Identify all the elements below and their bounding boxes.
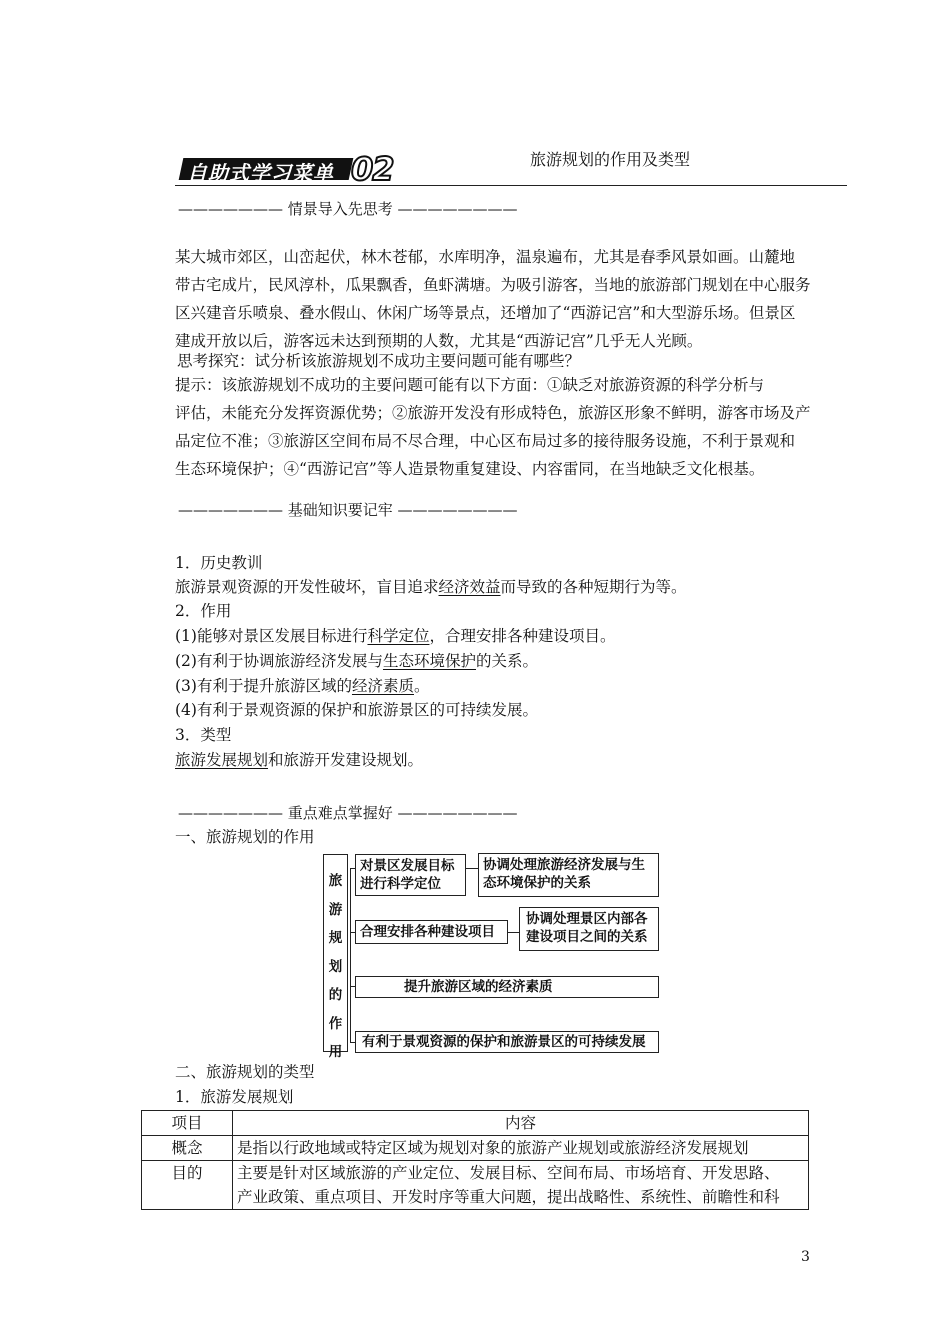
basics-heading-1: 1．历史教训: [175, 554, 263, 572]
hint-line-4: 生态环境保护；④“西游记宫”等人造景物重复建设、内容雷同，在当地缺乏文化根基。: [175, 460, 765, 478]
role-item-3: [175, 674, 430, 698]
diagram-box-b1: [355, 854, 466, 896]
blank-answer: 经济素质: [351, 677, 414, 695]
root-char: 作: [328, 1015, 343, 1032]
section-heading-basics: ——————— 基础知识要记牢 ————————: [178, 501, 518, 519]
scenario-line-1: 某大城市郊区，山峦起伏，林木苍郁，水库明净，温泉遍布，尤其是春季风景如画。山麓地: [175, 248, 796, 266]
diagram-box-b2: 合理安排各种建设项目: [355, 920, 508, 944]
chapter-badge: [175, 150, 395, 186]
key-heading-1: 一、旅游规划的作用: [175, 828, 315, 846]
text-run: (1)能够对景区发展目标进行: [175, 627, 368, 645]
basics-heading-3: 3．类型: [175, 726, 232, 744]
text-run: 的关系。: [475, 652, 538, 670]
diagram-box-b2-result: [519, 907, 659, 951]
diagram-root-box: [323, 854, 348, 1060]
hint-line-3: 品定位不准；③旅游区空间布局不尽合理，中心区布局过多的接待服务设施，不利于景观和: [175, 432, 796, 450]
root-char: 用: [328, 1044, 343, 1060]
root-char: 旅: [328, 873, 343, 889]
root-char: 游: [328, 901, 343, 918]
box-text: 态环境保护的关系: [483, 875, 591, 891]
box-text: 对景区发展目标: [360, 858, 455, 874]
scenario-line-4: 建成开放以后，游客远未达到预期的人数，尤其是“西游记宫”几乎无人光顾。: [175, 332, 703, 350]
diagram-connector: [466, 868, 478, 869]
header-rule: [175, 185, 847, 186]
text-run: (3)有利于提升旅游区域的: [175, 677, 352, 695]
box-text: 协调处理景区内部各: [526, 911, 648, 927]
text-run: 和旅游开发建设规划。: [268, 751, 424, 769]
badge-title: 自助式学习菜单: [187, 161, 334, 185]
blank-answer: 经济效益: [438, 578, 501, 596]
page-number: 3: [801, 1249, 810, 1265]
basics-heading-2: 2．作用: [175, 602, 232, 620]
text-run: ，合理安排各种建设项目。: [429, 627, 616, 645]
root-char: 划: [328, 958, 343, 975]
page-topic: 旅游规划的作用及类型: [530, 150, 691, 169]
table-row: [142, 1161, 809, 1210]
role-item-1: [175, 624, 616, 648]
text-run: 而导致的各种短期行为等。: [500, 578, 687, 596]
scenario-line-3: 区兴建音乐喷泉、叠水假山、休闲广场等景点，还增加了“西游记宫”和大型游乐场。但景区: [175, 304, 796, 322]
box-text: 进行科学定位: [360, 876, 441, 892]
diagram-trunk: [350, 868, 351, 1042]
blank-answer: 生态环境保护: [382, 652, 476, 670]
table-cell: 概念: [142, 1136, 233, 1161]
hint-line-1: 提示：该旅游规划不成功的主要问题可能有以下方面：①缺乏对旅游资源的科学分析与: [175, 376, 765, 394]
blank-answer: 科学定位: [367, 627, 430, 645]
diagram-box-b1-result: [478, 853, 659, 897]
scenario-line-2: 带古宅成片，民风淳朴，瓜果飘香，鱼虾满塘。为吸引游客，当地的旅游部门规划在中心服务: [175, 276, 811, 294]
scenario-paragraph: [175, 243, 815, 355]
hint-line-2: 评估，未能充分发挥资源优势；②旅游开发没有形成特色，旅游区形象不鲜明，游客市场及产: [175, 404, 811, 422]
role-diagram: [320, 850, 665, 1060]
table-header-row: [142, 1111, 809, 1136]
diagram-box-b4: 有利于景观资源的保护和旅游景区的可持续发展: [355, 1031, 659, 1053]
types-line: [175, 748, 423, 772]
role-item-4: (4)有利于景观资源的保护和旅游景区的可持续发展。: [175, 701, 538, 719]
key-heading-2: 二、旅游规划的类型: [175, 1063, 315, 1081]
table-row: [142, 1136, 809, 1161]
key-heading-3: 1．旅游发展规划: [175, 1088, 294, 1106]
diagram-connector: [508, 932, 519, 933]
hint-paragraph: [175, 371, 815, 483]
diagram-box-b3: 提升旅游区域的经济素质: [355, 976, 659, 998]
table-cell: [233, 1161, 809, 1210]
section-heading-key: ——————— 重点难点掌握好 ————————: [178, 804, 518, 822]
blank-answer: 旅游发展规划: [175, 751, 269, 769]
text-run: 旅游景观资源的开发性破坏，盲目追求: [175, 578, 439, 596]
badge-number: 02: [351, 150, 394, 188]
section-heading-scenario: ——————— 情景导入先思考 ————————: [178, 200, 518, 218]
table-cell: 目的: [142, 1161, 233, 1210]
table-cell: 是指以行政地域或特定区域为规划对象的旅游产业规划或旅游经济发展规划: [233, 1136, 809, 1161]
basics-line-1: [175, 575, 687, 599]
cell-line: 产业政策、重点项目、开发时序等重大问题，提出战略性、系统性、前瞻性和科: [237, 1188, 780, 1206]
root-char: 规: [328, 930, 343, 946]
text-run: 。: [413, 677, 430, 695]
box-text: 协调处理旅游经济发展与生: [483, 857, 645, 873]
table-header-cell: 项目: [142, 1111, 233, 1136]
cell-line: 主要是针对区域旅游的产业定位、发展目标、空间布局、市场培育、开发思路、: [237, 1164, 780, 1182]
root-char: 的: [328, 987, 343, 1003]
text-run: (2)有利于协调旅游经济发展与: [175, 652, 383, 670]
plan-type-table: [141, 1110, 809, 1210]
table-header-cell: 内容: [233, 1111, 809, 1136]
think-question: 思考探究：试分析该旅游规划不成功主要问题可能有哪些？: [177, 352, 581, 370]
box-text: 建设项目之间的关系: [526, 929, 648, 945]
role-item-2: [175, 649, 538, 673]
